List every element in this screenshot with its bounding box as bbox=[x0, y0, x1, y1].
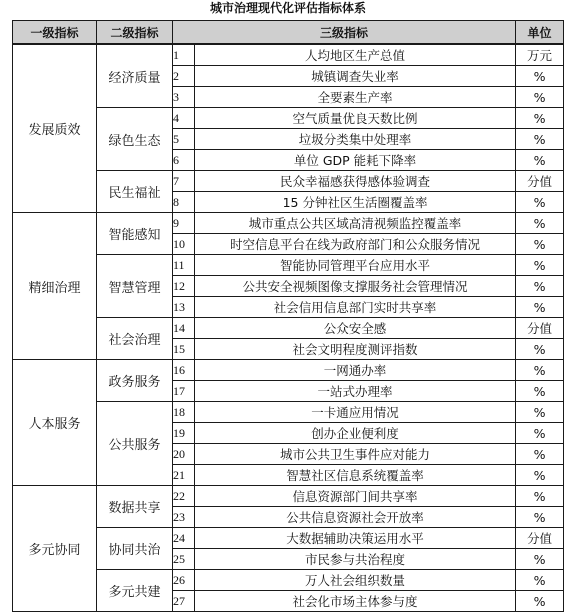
header-unit: 单位 bbox=[516, 21, 564, 45]
table-body bbox=[13, 44, 564, 612]
indicator-name: 智能协同管理平台应用水平 bbox=[195, 255, 516, 276]
level1-cell: 人本服务 bbox=[13, 360, 97, 486]
row-number: 11 bbox=[173, 255, 195, 276]
indicator-name: 创办企业便利度 bbox=[195, 423, 516, 444]
indicator-name: 民众幸福感获得感体验调查 bbox=[195, 171, 516, 192]
indicator-unit: 分值 bbox=[516, 318, 564, 339]
row-number: 6 bbox=[173, 150, 195, 171]
table-row bbox=[13, 360, 564, 381]
level2-cell: 经济质量 bbox=[97, 44, 173, 108]
indicator-unit: % bbox=[516, 276, 564, 297]
row-number: 22 bbox=[173, 486, 195, 507]
indicator-name: 市民参与共治程度 bbox=[195, 549, 516, 570]
level2-cell: 协同共治 bbox=[97, 528, 173, 570]
indicator-name: 城镇调查失业率 bbox=[195, 66, 516, 87]
indicator-unit: 万元 bbox=[516, 44, 564, 66]
table-row bbox=[13, 213, 564, 234]
row-number: 13 bbox=[173, 297, 195, 318]
indicator-name: 单位 GDP 能耗下降率 bbox=[195, 150, 516, 171]
indicator-name: 信息资源部门间共享率 bbox=[195, 486, 516, 507]
table-row bbox=[13, 44, 564, 66]
indicator-name: 公共安全视频图像支撑服务社会管理情况 bbox=[195, 276, 516, 297]
indicator-unit: % bbox=[516, 402, 564, 423]
indicator-unit: % bbox=[516, 339, 564, 360]
level2-cell: 民生福祉 bbox=[97, 171, 173, 213]
indicator-name: 时空信息平台在线为政府部门和公众服务情况 bbox=[195, 234, 516, 255]
indicator-unit: % bbox=[516, 486, 564, 507]
indicator-name: 城市重点公共区域高清视频监控覆盖率 bbox=[195, 213, 516, 234]
indicator-unit: % bbox=[516, 465, 564, 486]
indicator-unit: % bbox=[516, 570, 564, 591]
indicator-unit: % bbox=[516, 192, 564, 213]
level2-cell: 公共服务 bbox=[97, 402, 173, 486]
indicator-unit: % bbox=[516, 108, 564, 129]
indicator-unit: % bbox=[516, 150, 564, 171]
level2-cell: 多元共建 bbox=[97, 570, 173, 612]
row-number: 12 bbox=[173, 276, 195, 297]
row-number: 10 bbox=[173, 234, 195, 255]
level1-cell: 多元协同 bbox=[13, 486, 97, 612]
indicator-unit: % bbox=[516, 66, 564, 87]
row-number: 27 bbox=[173, 591, 195, 612]
indicator-name: 公众安全感 bbox=[195, 318, 516, 339]
level1-cell: 发展质效 bbox=[13, 44, 97, 213]
row-number: 4 bbox=[173, 108, 195, 129]
indicator-unit: % bbox=[516, 591, 564, 612]
indicator-unit: % bbox=[516, 507, 564, 528]
row-number: 9 bbox=[173, 213, 195, 234]
header-level1: 一级指标 bbox=[13, 21, 97, 45]
row-number: 17 bbox=[173, 381, 195, 402]
indicator-name: 社会信用信息部门实时共享率 bbox=[195, 297, 516, 318]
indicator-name: 一卡通应用情况 bbox=[195, 402, 516, 423]
indicator-name: 垃圾分类集中处理率 bbox=[195, 129, 516, 150]
indicator-name: 15 分钟社区生活圈覆盖率 bbox=[195, 192, 516, 213]
header-level2: 二级指标 bbox=[97, 21, 173, 45]
row-number: 21 bbox=[173, 465, 195, 486]
indicator-unit: % bbox=[516, 381, 564, 402]
indicator-unit: % bbox=[516, 444, 564, 465]
indicator-unit: % bbox=[516, 87, 564, 108]
row-number: 24 bbox=[173, 528, 195, 549]
indicator-name: 社会化市场主体参与度 bbox=[195, 591, 516, 612]
indicator-unit: % bbox=[516, 234, 564, 255]
indicator-name: 社会文明程度测评指数 bbox=[195, 339, 516, 360]
level2-cell: 绿色生态 bbox=[97, 108, 173, 171]
indicator-unit: % bbox=[516, 255, 564, 276]
level2-cell: 社会治理 bbox=[97, 318, 173, 360]
row-number: 16 bbox=[173, 360, 195, 381]
row-number: 20 bbox=[173, 444, 195, 465]
indicator-unit: % bbox=[516, 549, 564, 570]
row-number: 18 bbox=[173, 402, 195, 423]
row-number: 8 bbox=[173, 192, 195, 213]
header-row bbox=[13, 21, 564, 45]
table-title: 城市治理现代化评估指标体系 bbox=[209, 1, 366, 15]
row-number: 23 bbox=[173, 507, 195, 528]
indicator-name: 智慧社区信息系统覆盖率 bbox=[195, 465, 516, 486]
indicator-unit: % bbox=[516, 360, 564, 381]
row-number: 14 bbox=[173, 318, 195, 339]
row-number: 1 bbox=[173, 44, 195, 66]
indicator-unit: % bbox=[516, 213, 564, 234]
header-level3: 三级指标 bbox=[173, 21, 516, 45]
indicator-name: 一站式办理率 bbox=[195, 381, 516, 402]
row-number: 5 bbox=[173, 129, 195, 150]
indicator-unit: 分值 bbox=[516, 171, 564, 192]
row-number: 25 bbox=[173, 549, 195, 570]
indicator-name: 全要素生产率 bbox=[195, 87, 516, 108]
indicator-name: 一网通办率 bbox=[195, 360, 516, 381]
indicator-unit: % bbox=[516, 129, 564, 150]
level2-cell: 智慧管理 bbox=[97, 255, 173, 318]
indicator-name: 城市公共卫生事件应对能力 bbox=[195, 444, 516, 465]
level2-cell: 智能感知 bbox=[97, 213, 173, 255]
row-number: 15 bbox=[173, 339, 195, 360]
indicator-name: 人均地区生产总值 bbox=[195, 44, 516, 66]
row-number: 7 bbox=[173, 171, 195, 192]
indicator-table bbox=[12, 20, 564, 612]
level1-cell: 精细治理 bbox=[13, 213, 97, 360]
indicator-unit: 分值 bbox=[516, 528, 564, 549]
row-number: 2 bbox=[173, 66, 195, 87]
table-row bbox=[13, 486, 564, 507]
indicator-name: 大数据辅助决策运用水平 bbox=[195, 528, 516, 549]
indicator-unit: % bbox=[516, 423, 564, 444]
indicator-name: 公共信息资源社会开放率 bbox=[195, 507, 516, 528]
row-number: 3 bbox=[173, 87, 195, 108]
row-number: 26 bbox=[173, 570, 195, 591]
indicator-unit: % bbox=[516, 297, 564, 318]
indicator-name: 万人社会组织数量 bbox=[195, 570, 516, 591]
level2-cell: 政务服务 bbox=[97, 360, 173, 402]
row-number: 19 bbox=[173, 423, 195, 444]
level2-cell: 数据共享 bbox=[97, 486, 173, 528]
indicator-name: 空气质量优良天数比例 bbox=[195, 108, 516, 129]
